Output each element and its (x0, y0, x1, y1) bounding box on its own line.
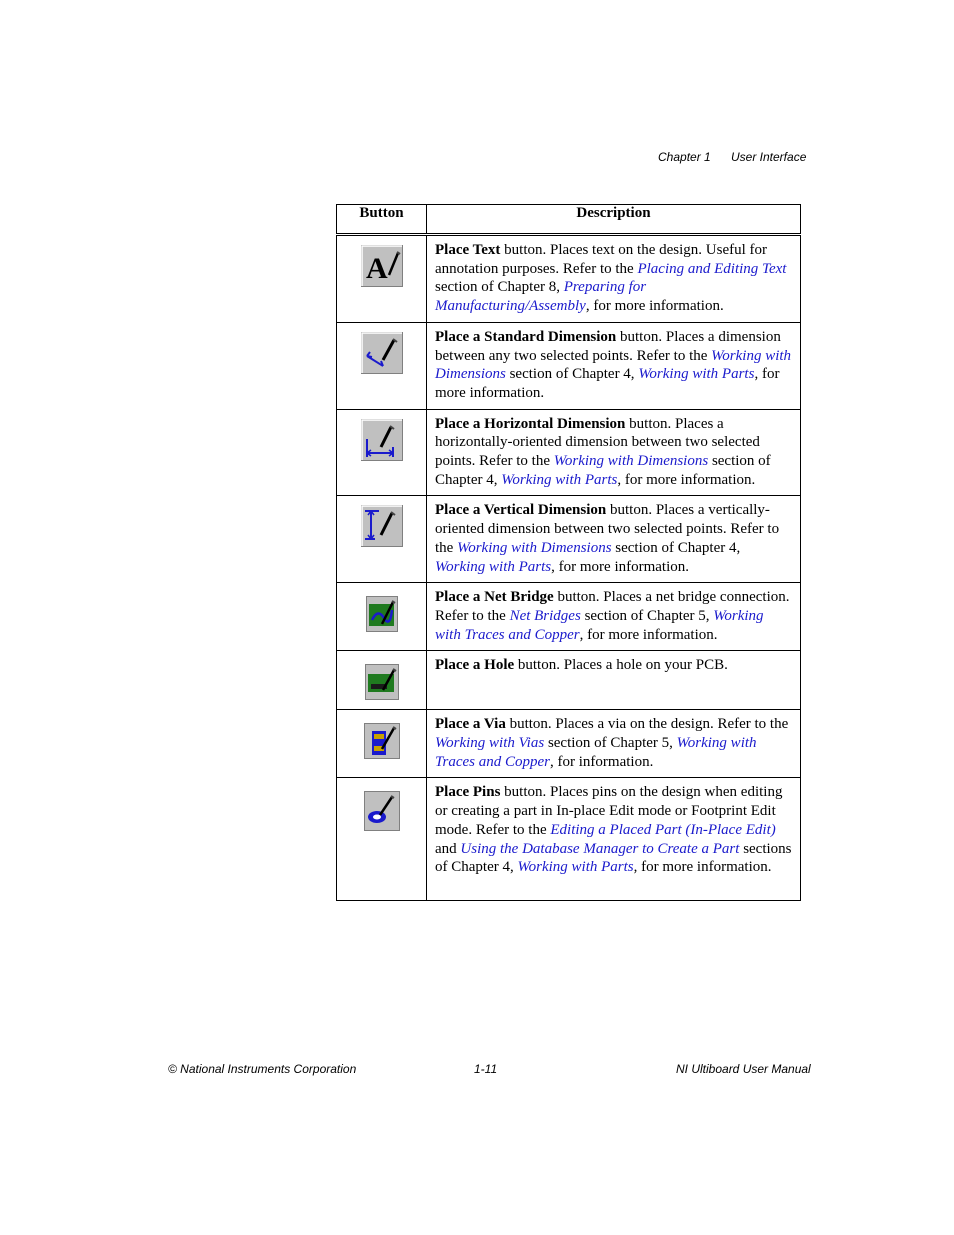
footer-manual-title: NI Ultiboard User Manual (676, 1062, 811, 1076)
column-header-button: Button (337, 205, 427, 235)
horizontal-dimension-icon[interactable] (361, 419, 403, 461)
table-row (337, 710, 801, 778)
vertical-dimension-icon[interactable] (361, 505, 403, 547)
link[interactable]: Preparing for Manufacturing/Assembly (435, 279, 647, 315)
link[interactable]: Placing and Editing Text (637, 260, 787, 277)
pins-icon[interactable] (364, 791, 400, 831)
table-row (337, 235, 801, 323)
link[interactable]: Editing a Placed Part (In-Place Edit) (550, 821, 776, 838)
column-header-description: Description (427, 205, 801, 235)
link[interactable]: Using the Database Manager to Create a Part (460, 840, 740, 857)
table-row (337, 496, 801, 583)
link[interactable]: Working with Dimensions (435, 347, 792, 383)
link[interactable]: Net Bridges (509, 607, 581, 624)
hole-icon[interactable] (365, 664, 399, 700)
standard-dimension-icon[interactable] (361, 332, 403, 374)
table-row (337, 778, 801, 901)
table-row (337, 409, 801, 496)
svg-text:A: A (365, 252, 388, 285)
row-description: Place a Vertical Dimension button. Places a vertically-oriented dimension between two selected points. Refer to the Working with Dimensions section of Chapter 4, Working with Parts, for more information. (427, 496, 801, 583)
row-description: Place a Via button. Places a via on the design. Refer to the Working with Vias section of Chapter 5, Working with Traces and Copper, for information. (427, 710, 801, 778)
link[interactable]: Working with Parts (501, 471, 618, 488)
row-description: Place a Hole button. Places a hole on your PCB. (427, 651, 801, 710)
row-description: Place Pins button. Places pins on the design when editing or creating a part in In-place Edit mode or Footprint Edit mode. Refer to the Editing a Placed Part (In-Place Edit) and Using the Database Manager to Create a Part sections of Chapter 4, Working with Parts, for more information. (427, 778, 801, 901)
link[interactable]: Working with Traces and Copper (435, 735, 757, 770)
header-chapter: Chapter 1 (658, 150, 711, 164)
link[interactable]: Working with Dimensions (457, 539, 612, 556)
table-header-row (337, 205, 801, 235)
row-description: Place Text button. Places text on the design. Useful for annotation purposes. Refer to the Placing and Editing Text section of Chapter 8, Preparing for Manufacturing/Assembly, for more information. (427, 235, 801, 323)
footer-page-number: 1-11 (474, 1062, 498, 1076)
table-row (337, 583, 801, 651)
link[interactable]: Working with Parts (435, 558, 552, 575)
via-icon[interactable] (364, 723, 400, 759)
link[interactable]: Working with Traces and Copper (435, 607, 764, 643)
table-row (337, 322, 801, 409)
link[interactable]: Working with Vias (435, 735, 545, 752)
button-table (336, 204, 801, 901)
link[interactable]: Working with Parts (517, 859, 634, 876)
table-row (337, 651, 801, 710)
link[interactable]: Working with Parts (638, 366, 755, 383)
row-description: Place a Horizontal Dimension button. Places a horizontally-oriented dimension between two selected points. Refer to the Working with Dimensions section of Chapter 4, Working with Parts, for more information. (427, 409, 801, 496)
header-title: User Interface (731, 150, 807, 164)
place-text-icon[interactable] (361, 245, 403, 287)
row-description: Place a Net Bridge button. Places a net bridge connection. Refer to the Net Bridges section of Chapter 5, Working with Traces and Copper, for more information. (427, 583, 801, 651)
row-description: Place a Standard Dimension button. Places a dimension between any two selected points. Refer to the Working with Dimensions section of Chapter 4, Working with Parts, for more information. (427, 322, 801, 409)
footer-copyright: © National Instruments Corporation (168, 1062, 357, 1076)
link[interactable]: Working with Dimensions (553, 453, 709, 470)
net-bridge-icon[interactable] (366, 596, 398, 632)
